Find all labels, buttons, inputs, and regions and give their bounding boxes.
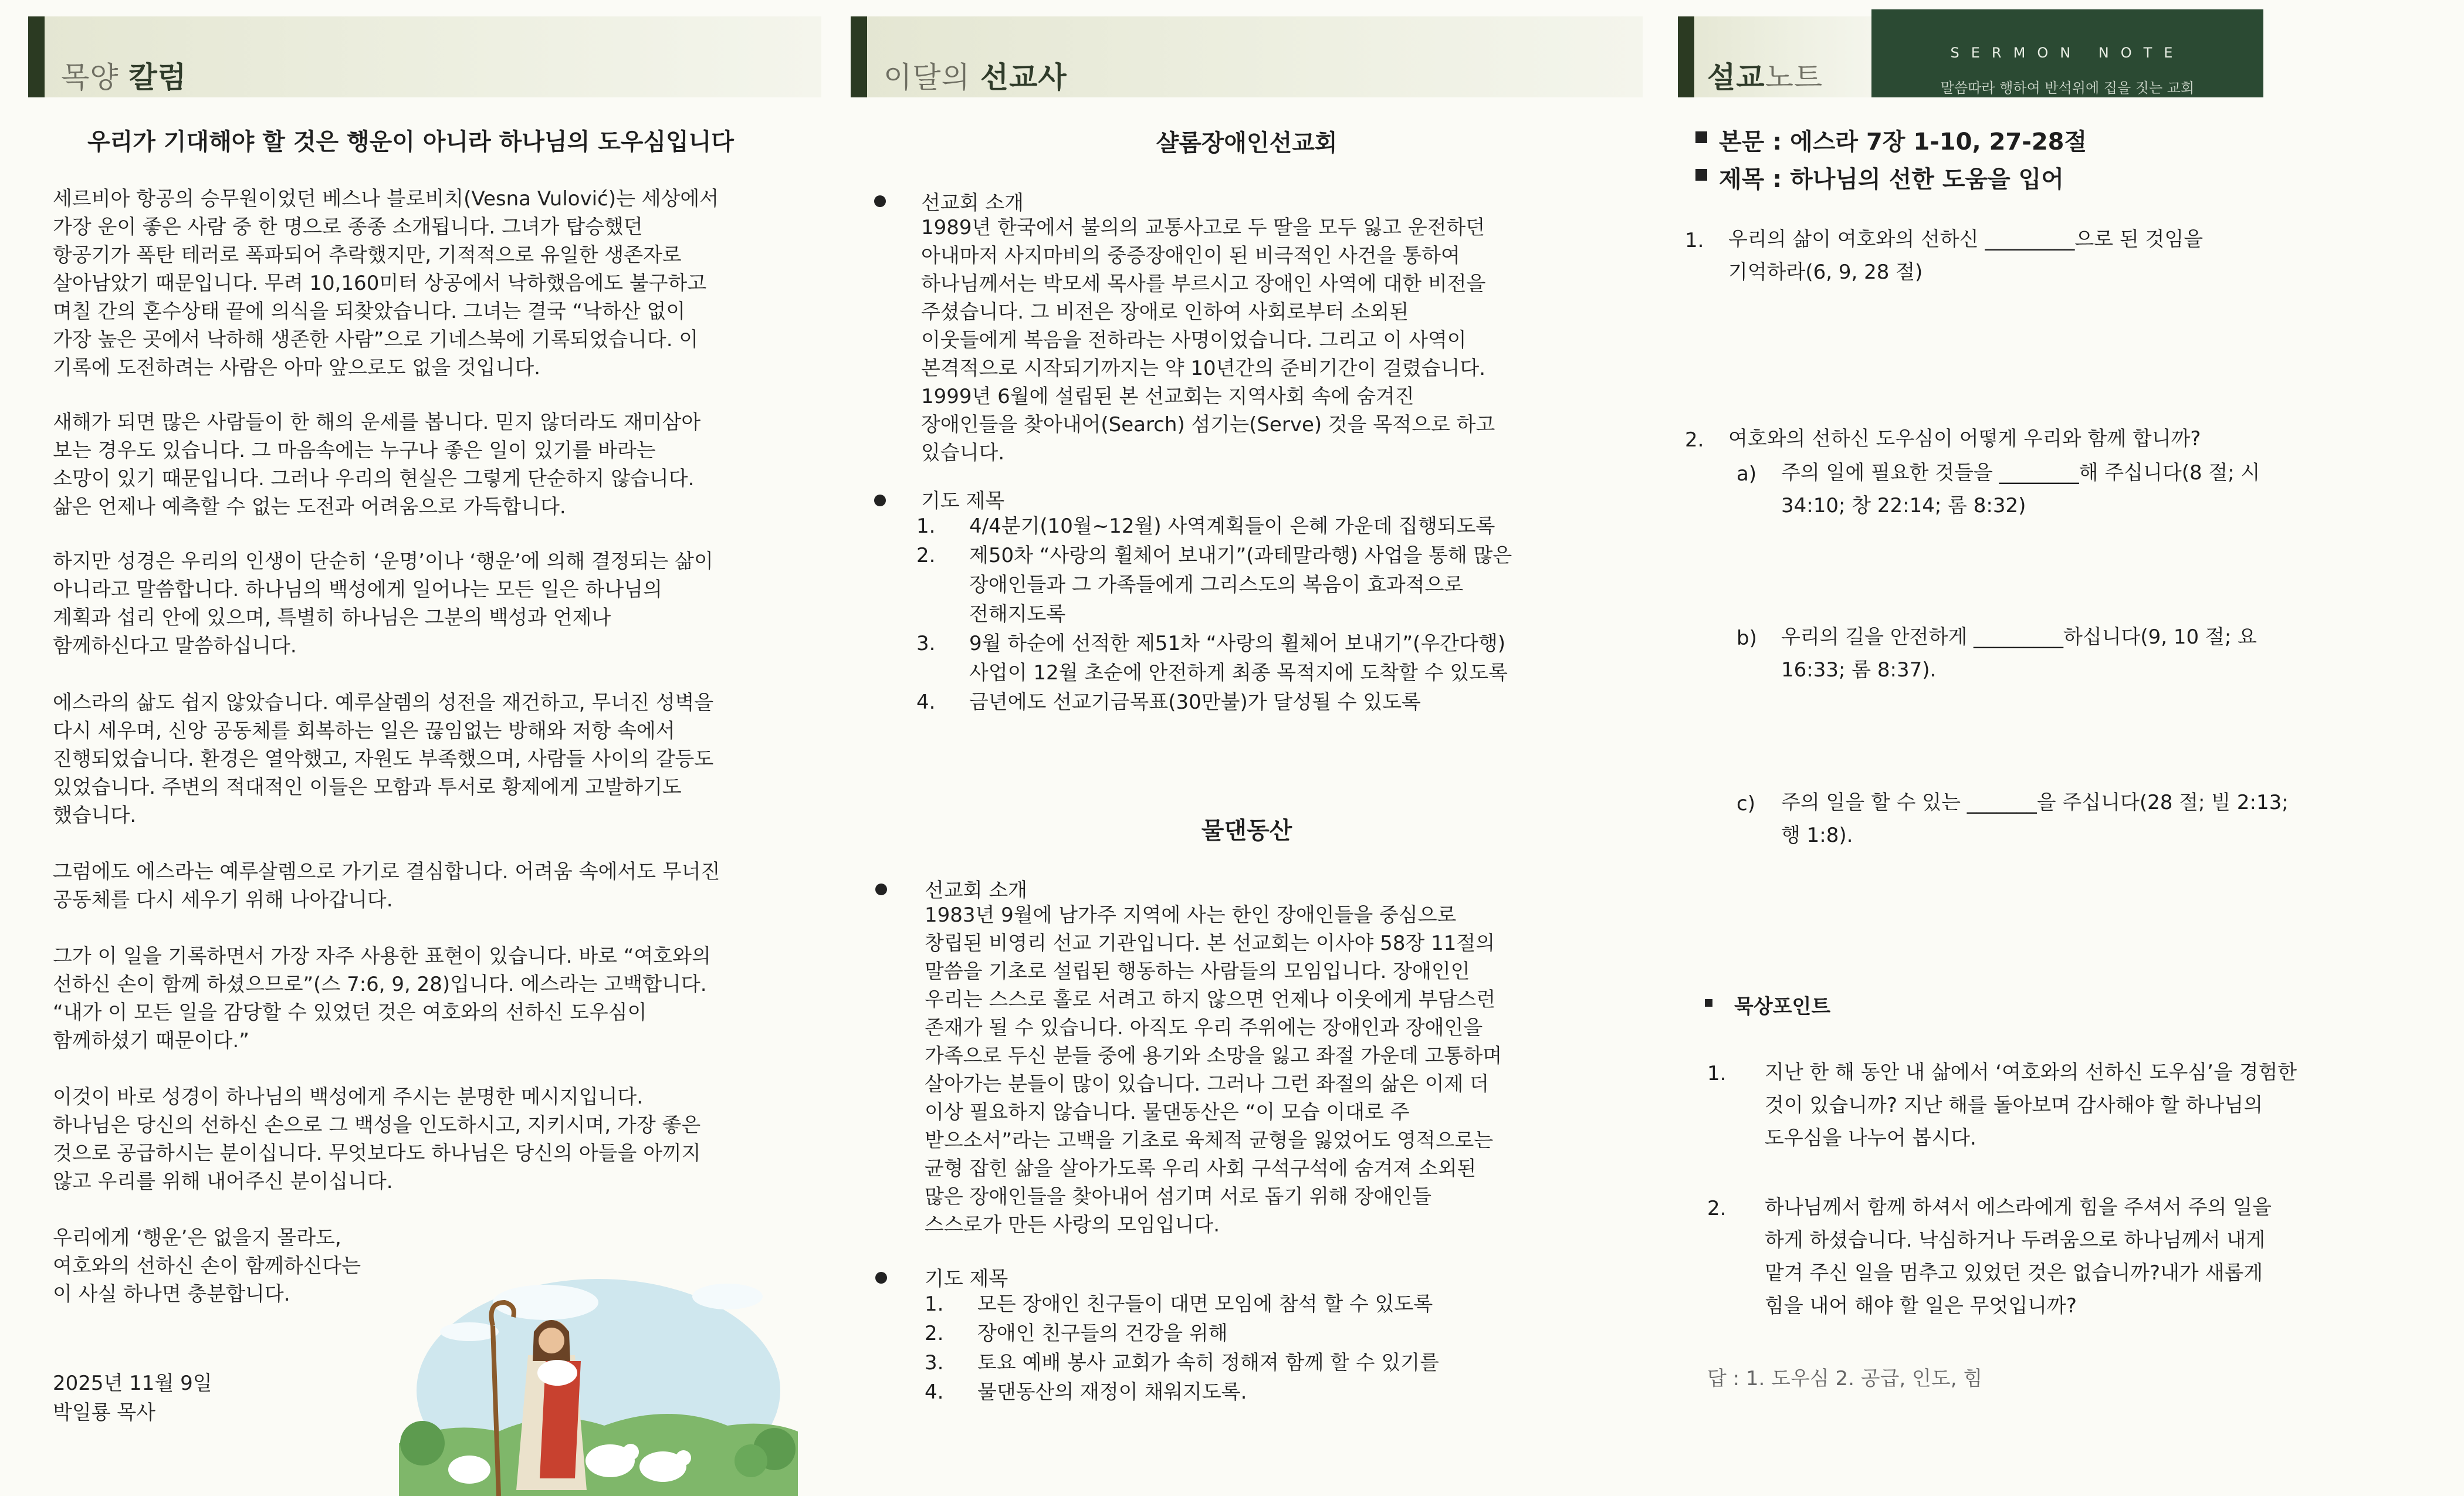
missionary-panel [851, 0, 1643, 1496]
prayer-list [925, 1289, 1629, 1407]
banner-title: SERMON NOTE [1950, 45, 2185, 61]
prayer-item: 3. 9월 하순에 선적한 제51차 “사랑의 휠체어 보내기”(우간다행) 사업이 12월 초순에 안전하게 최종 목적지에 도착할 수 있도록 [916, 632, 1508, 685]
prayer-item: 1. 모든 장애인 친구들이 대면 모임에 참석 할 수 있도록 [925, 1292, 1433, 1316]
meditation-number: 1. [1707, 1062, 1727, 1085]
banner-subtitle: 말씀따라 행하여 반석위에 집을 짓는 교회 [1940, 80, 2195, 96]
column-paragraph-6: 그가 이 일을 기록하면서 가장 자주 사용한 표현이 있습니다. 바로 “여호와의 선하신 손이 함께 하셨으므로”(스 7:6, 9, 28)입니다. 에스라는 고백합니다. “내가 이 모든 일을 감당할 수 있었던 것은 여호와의 선하신 도우심이 함께하셨기 때문이다.” [53, 945, 711, 1052]
prayer-item: 4. 금년에도 선교기금목표(30만불)가 달성될 수 있도록 [916, 691, 1421, 714]
answer-key: 답 : 1. 도우심 2. 공급, 인도, 힘 [1707, 1367, 1983, 1390]
column-paragraph-2: 새해가 되면 많은 사람들이 한 해의 운세를 봅니다. 믿지 않더라도 재미삼아 보는 경우도 있습니다. 그 마음속에는 누구나 좋은 일이 있기를 바라는 소망이 있기 때문입니다. 그러나 우리의 현실은 그렇게 단순하지 않습니다. 삶은 언제나 예측할 수 없는 도전과 어려움으로 가득합니다. [53, 411, 701, 519]
column-author: 박일룡 목사 [53, 1401, 156, 1424]
question-2c: 주의 일을 할 수 있는 _______을 주십니다(28 절; 빌 2:13; 행 1:8). [1781, 791, 2289, 847]
column-paragraph-3: 하지만 성경은 우리의 인생이 단순히 ‘운명’이나 ‘행운’에 의해 결정되는 삶이 아니라고 말씀합니다. 하나님의 백성에게 일어나는 모든 일은 하나님의 계획과 섭리 안에 있으며, 특별히 하나님은 그분의 백성과 언제나 함께하신다고 말씀하십니다. [53, 550, 713, 658]
column-paragraph-5: 그럼에도 에스라는 예루살렘으로 가기로 결심합니다. 어려움 속에서도 무너진 공동체를 다시 세우기 위해 나아갑니다. [53, 860, 720, 912]
prayer-label: 기도 제목 [921, 489, 1005, 513]
meditation-label: 묵상포인트 [1734, 995, 1831, 1018]
column-title: 우리가 기대해야 할 것은 행운이 아니라 하나님의 도우심입니다 [87, 128, 735, 155]
column-closing: 우리에게 ‘행운’은 없을지 몰라도, 여호와의 선하신 손이 함께하신다는 이 사실 하나면 충분합니다. [53, 1226, 361, 1306]
header-accent [28, 16, 45, 97]
mission-name: 샬롬장애인선교회 [1156, 130, 1338, 157]
sub-question-marker: b) [1737, 627, 1757, 650]
column-header-bar [851, 16, 1643, 97]
sermon-topic: 제목 : 하나님의 선한 도움을 입어 [1719, 166, 2064, 193]
prayer-item: 4. 물댄동산의 재정이 채워지도록. [925, 1380, 1247, 1404]
meditation-point-2: 하나님께서 함께 하셔서 에스라에게 힘을 주셔서 주의 일을 하게 하셨습니다. 낙심하거나 두려움으로 하나님께서 내게 맡겨 주신 일을 멈추고 있었던 것은 없습니까?내가 새롭게 힘을 내어 해야 할 일은 무엇입니까? [1765, 1196, 2272, 1318]
meditation-number: 2. [1707, 1197, 1727, 1220]
column-paragraph-4: 에스라의 삶도 쉽지 않았습니다. 예루살렘의 성전을 재건하고, 무너진 성벽을 다시 세우며, 신앙 공동체를 회복하는 일은 끊임없는 방해와 저항 속에서 진행되었습니다. 환경은 열악했고, 자원도 부족했으며, 사람들 사이의 갈등도 있었습니다. 주변의 적대적인 이들은 모함과 투서로 황제에게 고발하기도 했습니다. [53, 691, 714, 827]
column-header-title: 목양 칼럼 [61, 60, 187, 94]
sermon-note-panel [1678, 0, 2464, 1496]
mission-intro-text: 1983년 9월에 남가주 지역에 사는 한인 장애인들을 중심으로 창립된 비영리 선교 기관입니다. 본 선교회는 이사야 58장 11절의 말씀을 기초로 설립된 행동하는 사람들의 모임입니다. 장애인인 우리는 스스로 홀로 서려고 하지 않으면 언제나 이웃에게 부담스런 존재가 될 수 있습니다. 아직도 우리 주위에는 장애인과 장애인을 가족으로 두신 분들 중에 용기와 소망을 잃고 좌절 가운데 고통하며 살아가는 분들이 많이 있습니다. 그러나 그런 좌절의 삶은 이제 더 이상 필요하지 않습니다. 물댄동산은 “이 모습 이대로 주 받으소서”라는 고백을 기초로 육체적 균형을 잃었어도 영적으로는 균형 잡힌 삶을 살아가도록 우리 사회 구석구석에 숨겨져 소외된 많은 장애인들을 찾아내어 섬기며 서로 돕기 위해 장애인들 스스로가 만든 사랑의 모임입니다. [925, 903, 1502, 1237]
prayer-list [916, 512, 1620, 717]
square-bullet-icon [1705, 999, 1712, 1007]
column-paragraph-1: 세르비아 항공의 승무원이었던 베스나 블로비치(Vesna Vulović)는 세상에서 가장 운이 좋은 사람 중 한 명으로 종종 소개됩니다. 그녀가 탑승했던 항공기가 폭탄 테러로 폭파되어 추락했지만, 기적적으로 유일한 생존자로 살아남았기 때문입니다. 무려 10,160미터 상공에서 낙하했음에도 불구하고 며칠 간의 혼수상태 끝에 의식을 되찾았습니다. 그녀는 결국 “낙하산 없이 가장 높은 곳에서 낙하해 생존한 사람”으로 기네스북에 기록되었습니다. 이 기록에 도전하려는 사람은 아마 앞으로도 없을 것입니다. [53, 187, 719, 380]
header-accent [851, 16, 867, 97]
bullet-icon [874, 195, 886, 207]
column-date: 2025년 11월 9일 [53, 1372, 212, 1395]
column-header-bar [28, 16, 821, 97]
column-header-bar [1678, 16, 1871, 97]
sermon-note-banner [1871, 9, 2263, 97]
bullet-icon [875, 1272, 887, 1284]
bullet-icon [875, 884, 887, 895]
question-2b: 우리의 길을 안전하게 _________하십니다(9, 10 절; 요 16:33; 롬 8:37). [1781, 625, 2257, 682]
question-2: 여호와의 선하신 도우심이 어떻게 우리와 함께 합니까? [1728, 427, 2201, 451]
prayer-item: 2. 제50차 “사랑의 휠체어 보내기”(과테말라행) 사업을 통해 많은 장애인들과 그 가족들에게 그리스도의 복음이 효과적으로 전해지도록 [916, 544, 1512, 626]
prayer-label: 기도 제목 [925, 1267, 1008, 1291]
sub-question-marker: a) [1737, 462, 1757, 486]
question-2a: 주의 일에 필요한 것들을 ________해 주십니다(8 절; 시 34:10; 창 22:14; 롬 8:32) [1781, 461, 2260, 517]
sub-question-marker: c) [1737, 792, 1755, 815]
pastor-column-panel [0, 0, 821, 1496]
meditation-point-1: 지난 한 해 동안 내 삶에서 ‘여호와의 선하신 도우심’을 경험한 것이 있습니까? 지난 해를 돌아보며 감사해야 할 하나님의 도우심을 나누어 봅시다. [1765, 1061, 2297, 1150]
column-header-title: 이달의 선교사 [884, 60, 1067, 94]
square-bullet-icon [1695, 131, 1707, 143]
mission-name: 물댄동산 [1201, 817, 1292, 844]
square-bullet-icon [1695, 169, 1707, 181]
mission-intro-text: 1989년 한국에서 불의의 교통사고로 두 딸을 모두 잃고 운전하던 아내마저 사지마비의 중증장애인이 된 비극적인 사건을 통하여 하나님께서는 박모세 목사를 부르시고 장애인 사역에 대한 비전을 주셨습니다. 그 비전은 장애로 인하여 사회로부터 소외된 이웃들에게 복음을 전하라는 사명이었습니다. 그리고 이 사역이 본격적으로 시작되기까지는 약 10년간의 준비기간이 걸렸습니다. 1999년 6월에 설립된 본 선교회는 지역사회 속에 숨겨진 장애인들을 찾아내어(Search) 섬기는(Serve) 것을 목적으로 하고 있습니다. [921, 216, 1495, 465]
sermon-passage: 본문 : 에스라 7장 1-10, 27-28절 [1719, 128, 2087, 155]
prayer-item: 2. 장애인 친구들의 건강을 위해 [925, 1322, 1228, 1345]
column-header-title: 설교노트 [1707, 60, 1823, 94]
question-number: 2. [1685, 428, 1704, 452]
bullet-icon [874, 495, 886, 506]
shepherd-illustration [399, 1255, 798, 1496]
mission-intro-label: 선교회 소개 [925, 879, 1028, 902]
mission-intro-label: 선교회 소개 [921, 191, 1024, 215]
question-number: 1. [1685, 229, 1704, 252]
prayer-item: 1. 4/4분기(10월~12월) 사역계획들이 은혜 가운데 집행되도록 [916, 515, 1495, 538]
column-paragraph-7: 이것이 바로 성경이 하나님의 백성에게 주시는 분명한 메시지입니다. 하나님은 당신의 선하신 손으로 그 백성을 인도하시고, 지키시며, 가장 좋은 것으로 공급하시는 분이십니다. 무엇보다도 하나님은 당신의 아들을 아끼지 않고 우리를 위해 내어주신 분이십니다. [53, 1085, 701, 1193]
prayer-item: 3. 토요 예배 봉사 교회가 속히 정해져 함께 할 수 있기를 [925, 1351, 1439, 1375]
header-accent [1678, 16, 1694, 97]
question-1: 우리의 삶이 여호와의 선하신 _________으로 된 것임을 기억하라(6, 9, 28 절) [1728, 228, 2204, 284]
